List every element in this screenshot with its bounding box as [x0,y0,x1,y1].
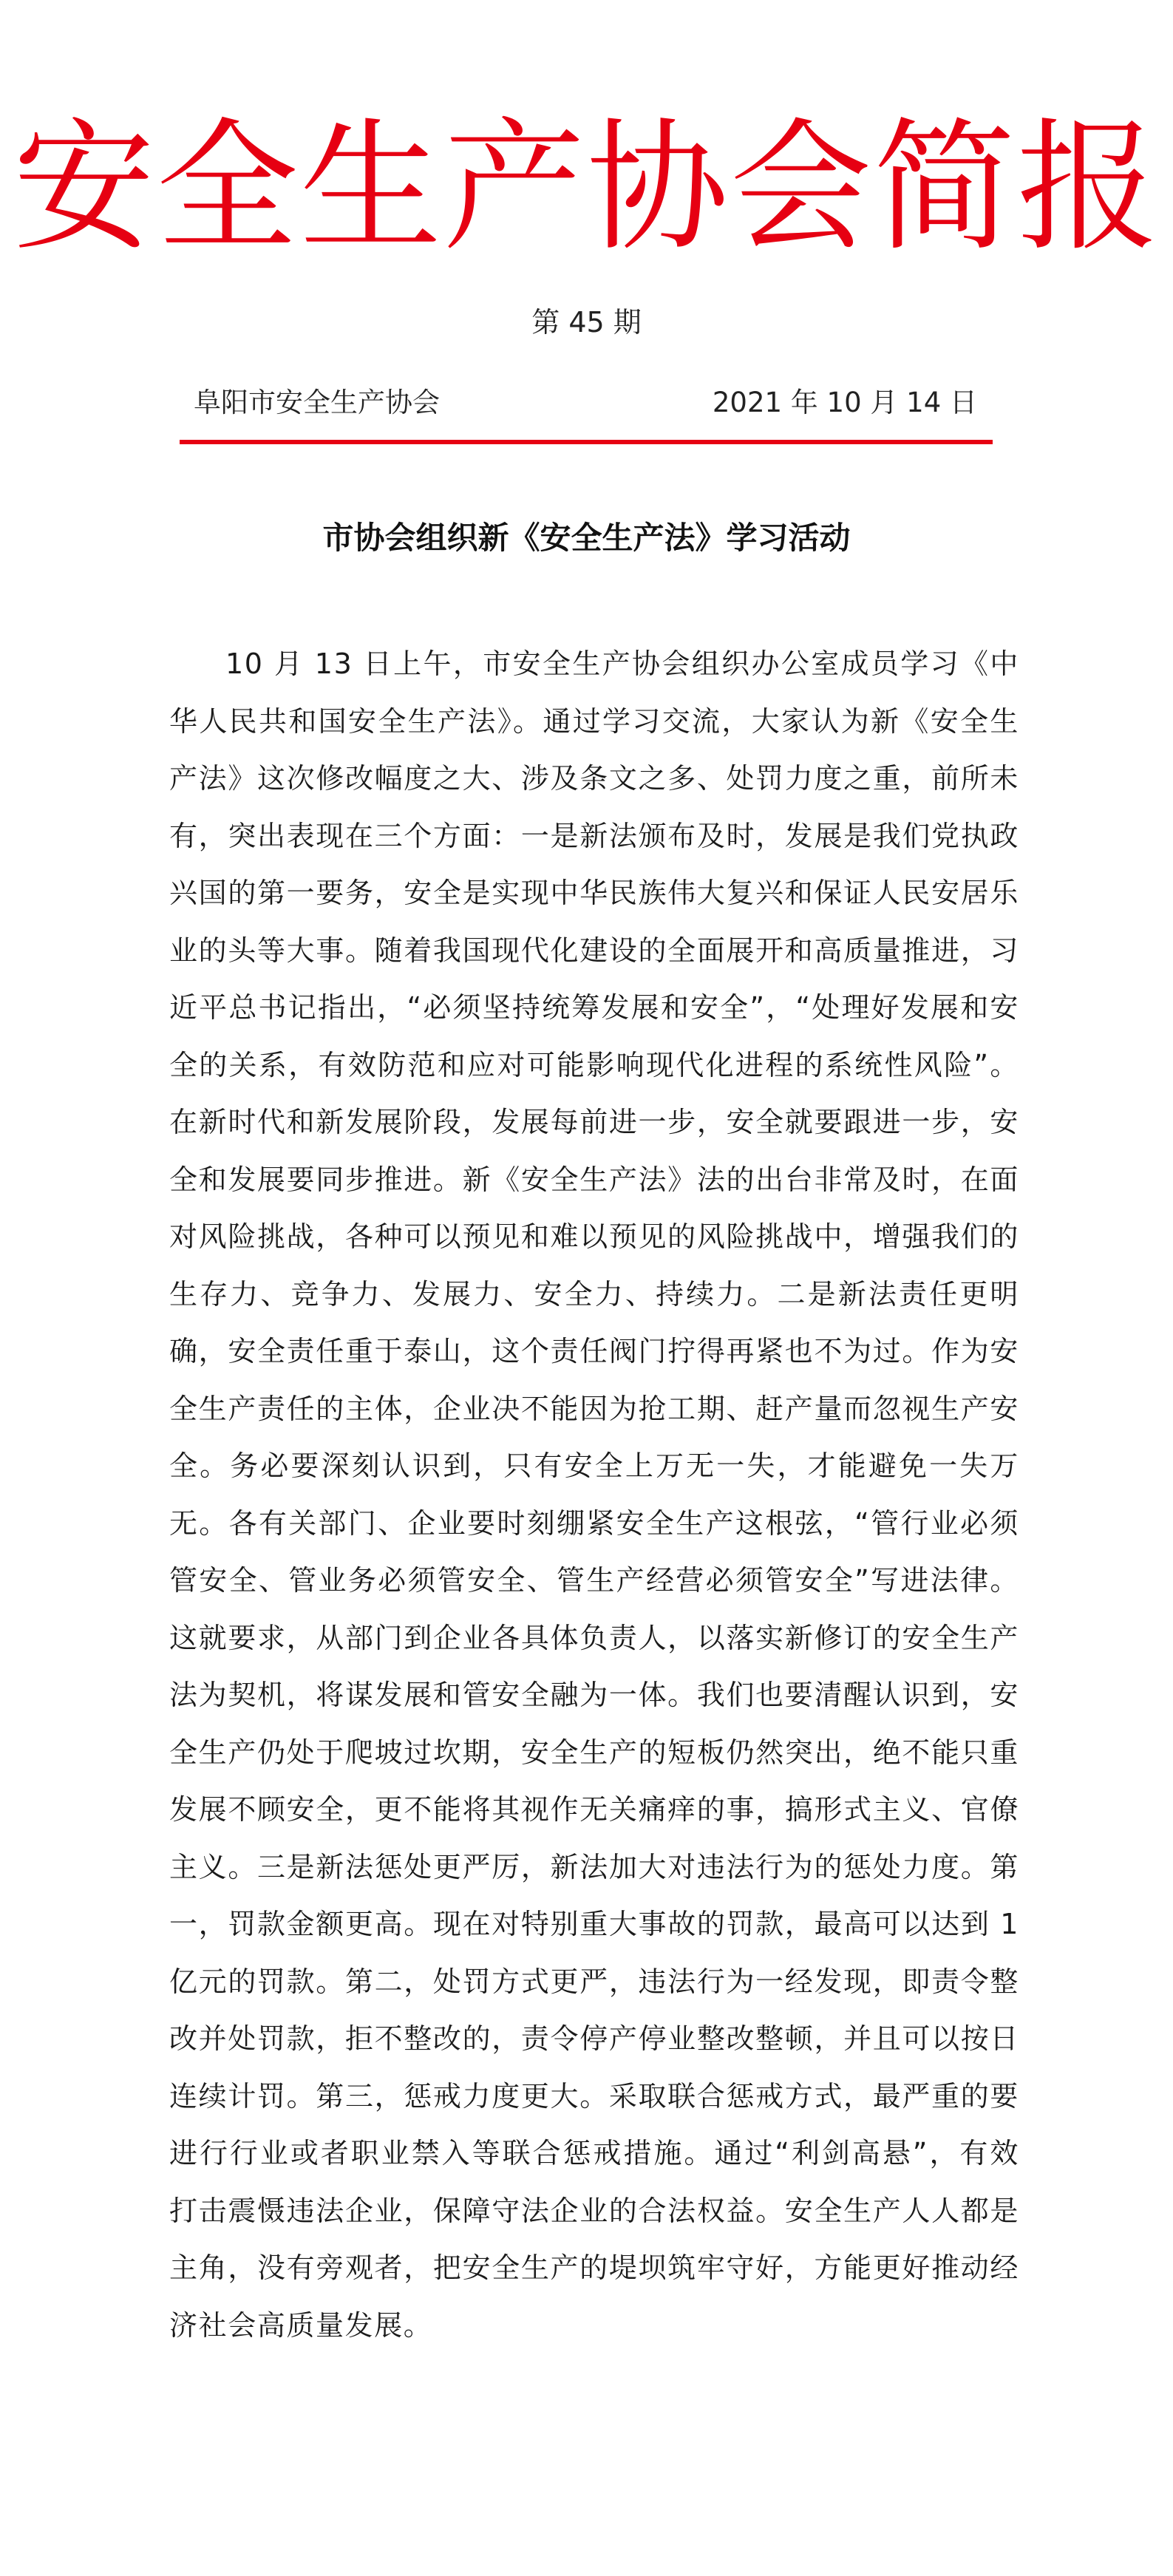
issue-date: 2021 年 10 月 14 日 [712,387,977,418]
issue-number: 第 45 期 [531,306,642,339]
masthead-divider [180,440,993,444]
article-title: 市协会组织新《安全生产法》学习活动 [322,520,851,556]
masthead-title: 安全生产协会简报 [13,106,1160,271]
article-body: 10 月 13 日上午，市安全生产协会组织办公室成员学习《中华人民共和国安全生产法》。通过学习交流，大家认为新《安全生产法》这次修改幅度之大、涉及条文之多、处罚力度之重，前所未有，突出表现在三个方面：一是新法颁布及时，发展是我们党执政兴国的第一要务，安全是实现中华民族伟大复兴和保证人民安居乐业的头等大事。随着我国现代化建设的全面展开和高质量推进，习近平总书记指出，“必须坚持统筹发展和安全”，“处理好发展和安全的关系，有效防范和应对可能影响现代化进程的系统性风险”。在新时代和新发展阶段，发展每前进一步，安全就要跟进一步，安全和发展要同步推进。新《安全生产法》法的出台非常及时，在面对风险挑战，各种可以预见和难以预见的风险挑战中，增强我们的生存力、竞争力、发展力、安全力、持续力。二是新法责任更明确，安全责任重于泰山，这个责任阀门拧得再紧也不为过。作为安全生产责任的主体，企业决不能因为抢工期、赶产量而忽视生产安全。务必要深刻认识到，只有安全上万无一失，才能避免一失万无。各有关部门、企业要时刻绷紧安全生产这根弦，“管行业必须管安全、管业务必须管安全、管生产经营必须管安全”写进法律。这就要求，从部门到企业各具体负责人，以落实新修订的安全生产法为契机，将谋发展和管安全融为一体。我们也要清醒认识到，安全生产仍处于爬坡过坎期，安全生产的短板仍然突出，绝不能只重发展不顾安全，更不能将其视作无关痛痒的事，搞形式主义、官僚主义。三是新法惩处更严厉，新法加大对违法行为的惩处力度。第一，罚款金额更高。现在对特别重大事故的罚款，最高可以达到 1 亿元的罚款。第二，处罚方式更严，违法行为一经发现，即责令整改并处罚款，拒不整改的，责令停产停业整改整顿，并且可以按日连续计罚。第三，惩戒力度更大。采取联合惩戒方式，最严重的要进行行业或者职业禁入等联合惩戒措施。通过“利剑高悬”，有效打击震慑违法企业，保障守法企业的合法权益。安全生产人人都是主角，没有旁观者，把安全生产的堤坝筑牢守好，方能更好推动经济社会高质量发展。 [169,648,1019,2342]
issuing-organization: 阜阳市安全生产协会 [194,387,440,418]
masthead-meta-row [194,384,977,421]
